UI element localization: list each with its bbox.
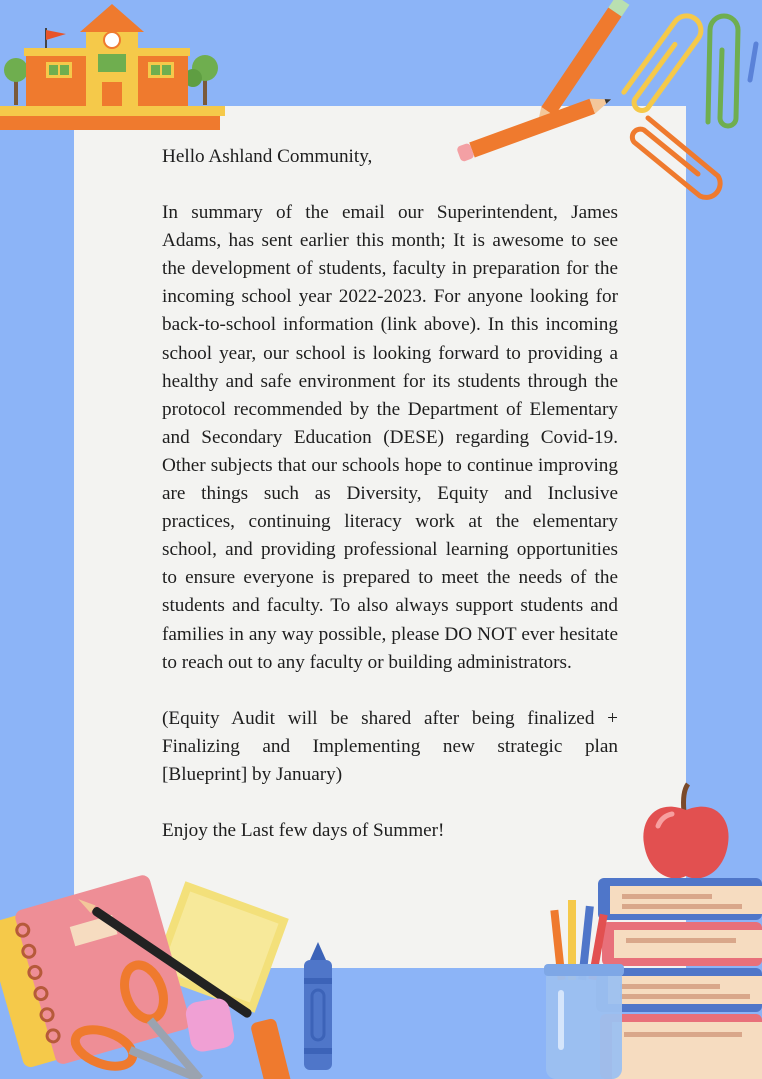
school-building-icon	[0, 0, 225, 135]
letter-body: In summary of the email our Superintendent, James Adams, has sent earlier this month; It is awesome to see the development of students, faculty in preparation for the incoming school year 2022-2023. For anyone looking for back-to-school information (link above). In this incoming school year, our school is looking forward to providing a healthy and safe environment for its students through the protocol recommended by the Department of Elementary and Secondary Education (DESE) regarding Covid-19. Other subjects that our schools hope to continue improving are things such as Diversity, Equity and Inclusive practices, continuing literacy work at the elementary school, and providing professional learning opportunities to ensure everyone is prepared to meet the needs of the students and faculty. To also always support students and families in any way possible, please DO NOT ever hesitate to reach out to any faculty or building administrators.	[162, 202, 618, 673]
greeting: Hello Ashland Community,	[162, 146, 373, 167]
closing-line: Enjoy the Last few days of Summer!	[162, 819, 445, 841]
letter-content	[162, 143, 618, 873]
paperclip-icon	[600, 0, 762, 200]
books-icon	[540, 870, 762, 1079]
letter-note: (Equity Audit will be shared after being finalized + Finalizing and Implementing new strategic plan [Blueprint] by January)	[162, 707, 618, 785]
school-supplies-icon	[0, 860, 340, 1079]
